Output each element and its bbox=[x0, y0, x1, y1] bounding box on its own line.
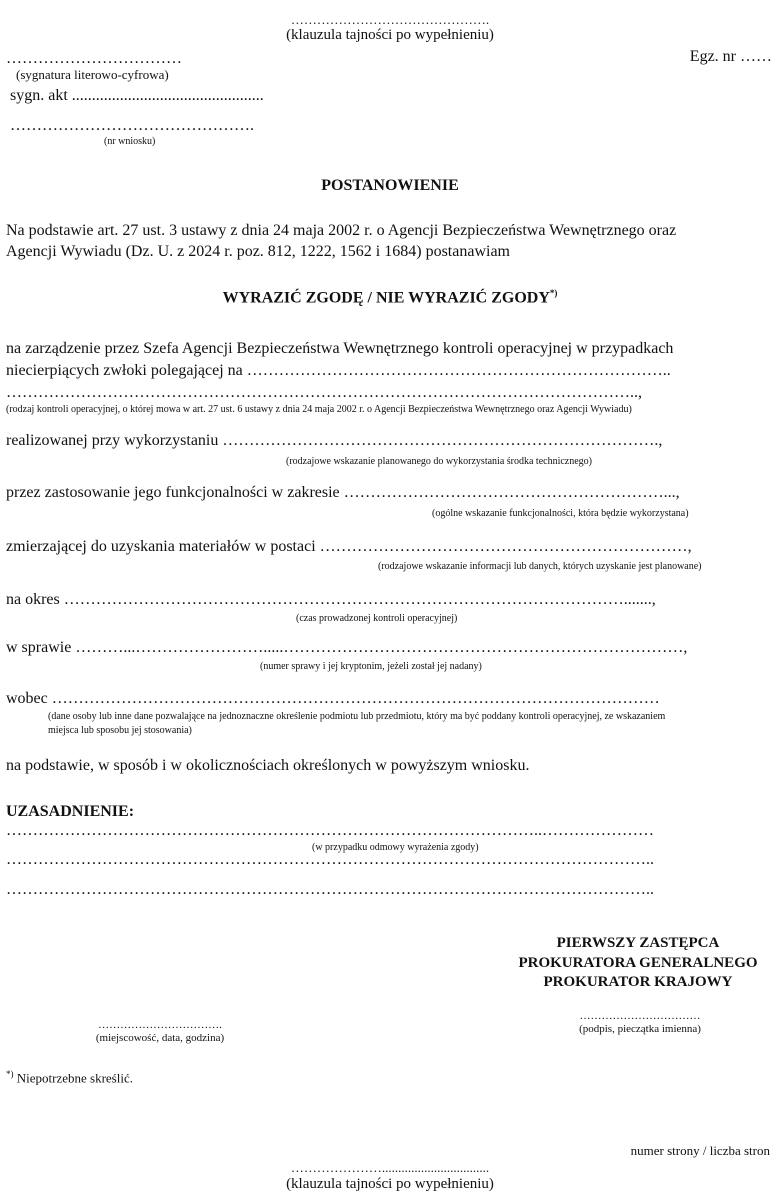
justification-line-3: ………………………………………………………………………………………………………….. bbox=[6, 881, 654, 898]
signature-line-label: (podpis, pieczątka imienna) bbox=[579, 1023, 701, 1035]
order-note: (rodzaj kontroli operacyjnej, o której mowa w art. 27 ust. 6 ustawy z dnia 24 maja 2002 r. o Agencji Bezpieczeństwa Wewnętrznego oraz Agencji Wywiadu) bbox=[6, 404, 632, 415]
document-title: POSTANOWIENIE bbox=[321, 177, 459, 194]
decision-heading bbox=[0, 288, 780, 307]
signature-line-dots: …………………………… bbox=[579, 1010, 701, 1022]
top-classification-dots: ………………………………………. bbox=[290, 12, 490, 27]
functionality-line: przez zastosowanie jego funkcjonalności w zakresie ……………………………………………………..., bbox=[6, 484, 680, 501]
subject-note-line-2: miejsca lub sposobu jej stosowania) bbox=[48, 725, 192, 736]
materials-line: zmierzającej do uzyskania materiałów w postaci ……………………………………………………………, bbox=[6, 538, 692, 555]
order-line-2: niecierpiących zwłoki polegającej na …………………………………………………………………….. bbox=[6, 362, 671, 379]
order-line-1: na zarządzenie przez Szefa Agencji Bezpieczeństwa Wewnętrznego kontroli operacyjnej w przypadkach bbox=[6, 340, 674, 357]
copy-number: Egz. nr …… bbox=[689, 48, 772, 65]
place-date-dots: ……………………………. bbox=[98, 1019, 222, 1031]
intro-line-2: Agencji Wywiadu (Dz. U. z 2024 r. poz. 812, 1222, 1562 i 1684) postanawiam bbox=[6, 243, 510, 260]
footnote bbox=[6, 1069, 133, 1086]
subject-line: wobec …………………………………………………………………………………………………… bbox=[6, 690, 660, 707]
technical-means-note: (rodzajowe wskazanie planowanego do wykorzystania środka technicznego) bbox=[286, 456, 592, 467]
decision-text: WYRAZIĆ ZGODĘ / NIE WYRAZIĆ ZGODY bbox=[222, 289, 550, 307]
place-date-label: (miejscowość, data, godzina) bbox=[95, 1032, 225, 1044]
justification-line-1: ………………………………………………………………………………………..………………… bbox=[6, 822, 654, 839]
decision-footnote-marker: *) bbox=[549, 288, 558, 298]
request-number-dots: ………………………………………. bbox=[10, 117, 254, 134]
case-note: (numer sprawy i jej kryptonim, jeżeli został jej nadany) bbox=[260, 661, 482, 672]
technical-means-line: realizowanej przy wykorzystaniu ………………………………………………………………………., bbox=[6, 432, 663, 449]
top-classification-label: (klauzula tajności po wypełnieniu) bbox=[286, 27, 494, 43]
page-number: numer strony / liczba stron bbox=[630, 1143, 770, 1158]
functionality-note: (ogólne wskazanie funkcjonalności, która będzie wykorzystana) bbox=[432, 508, 689, 519]
signatory-title-1: PIERWSZY ZASTĘPCA bbox=[556, 935, 720, 951]
basis-line: na podstawie, w sposób i w okolicznościach określonych w powyższym wniosku. bbox=[6, 757, 530, 774]
signature-label: (sygnatura literowo-cyfrowa) bbox=[16, 67, 169, 82]
case-line: w sprawie ………...…………………….....…………………………………………………………………, bbox=[6, 639, 688, 656]
footnote-marker: *) bbox=[6, 1069, 14, 1079]
period-note: (czas prowadzonej kontroli operacyjnej) bbox=[296, 613, 458, 624]
subject-note-line-1: (dane osoby lub inne dane pozwalające na jednoznaczne określenie podmiotu lub przedmiotu, który ma być poddany kontroli operacyjnej, ze wskazaniem bbox=[48, 711, 666, 722]
case-file-number: sygn. akt ................................................ bbox=[10, 87, 264, 104]
period-line: na okres ……………………………………………………………………………………………......., bbox=[6, 591, 656, 608]
signatory-title-2: PROKURATORA GENERALNEGO bbox=[518, 955, 758, 971]
bottom-classification-dots: …………………................................. bbox=[290, 1160, 490, 1175]
signature-dots: …………………………… bbox=[6, 50, 182, 67]
justification-heading: UZASADNIENIE: bbox=[6, 803, 135, 820]
order-line-3: ……………………………………………………………………………………………………….., bbox=[6, 384, 642, 401]
intro-line-1: Na podstawie art. 27 ust. 3 ustawy z dnia 24 maja 2002 r. o Agencji Bezpieczeństwa Wewnętrznego oraz bbox=[6, 222, 677, 239]
footnote-text: Niepotrzebne skreślić. bbox=[16, 1070, 133, 1086]
justification-note: (w przypadku odmowy wyrażenia zgody) bbox=[312, 842, 479, 853]
justification-line-2: ………………………………………………………………………………………………………….. bbox=[6, 851, 654, 868]
request-number-label: (nr wniosku) bbox=[104, 136, 156, 147]
materials-note: (rodzajowe wskazanie informacji lub danych, których uzyskanie jest planowane) bbox=[378, 561, 702, 572]
signatory-title-3: PROKURATOR KRAJOWY bbox=[543, 974, 733, 990]
bottom-classification-label: (klauzula tajności po wypełnieniu) bbox=[286, 1176, 494, 1192]
